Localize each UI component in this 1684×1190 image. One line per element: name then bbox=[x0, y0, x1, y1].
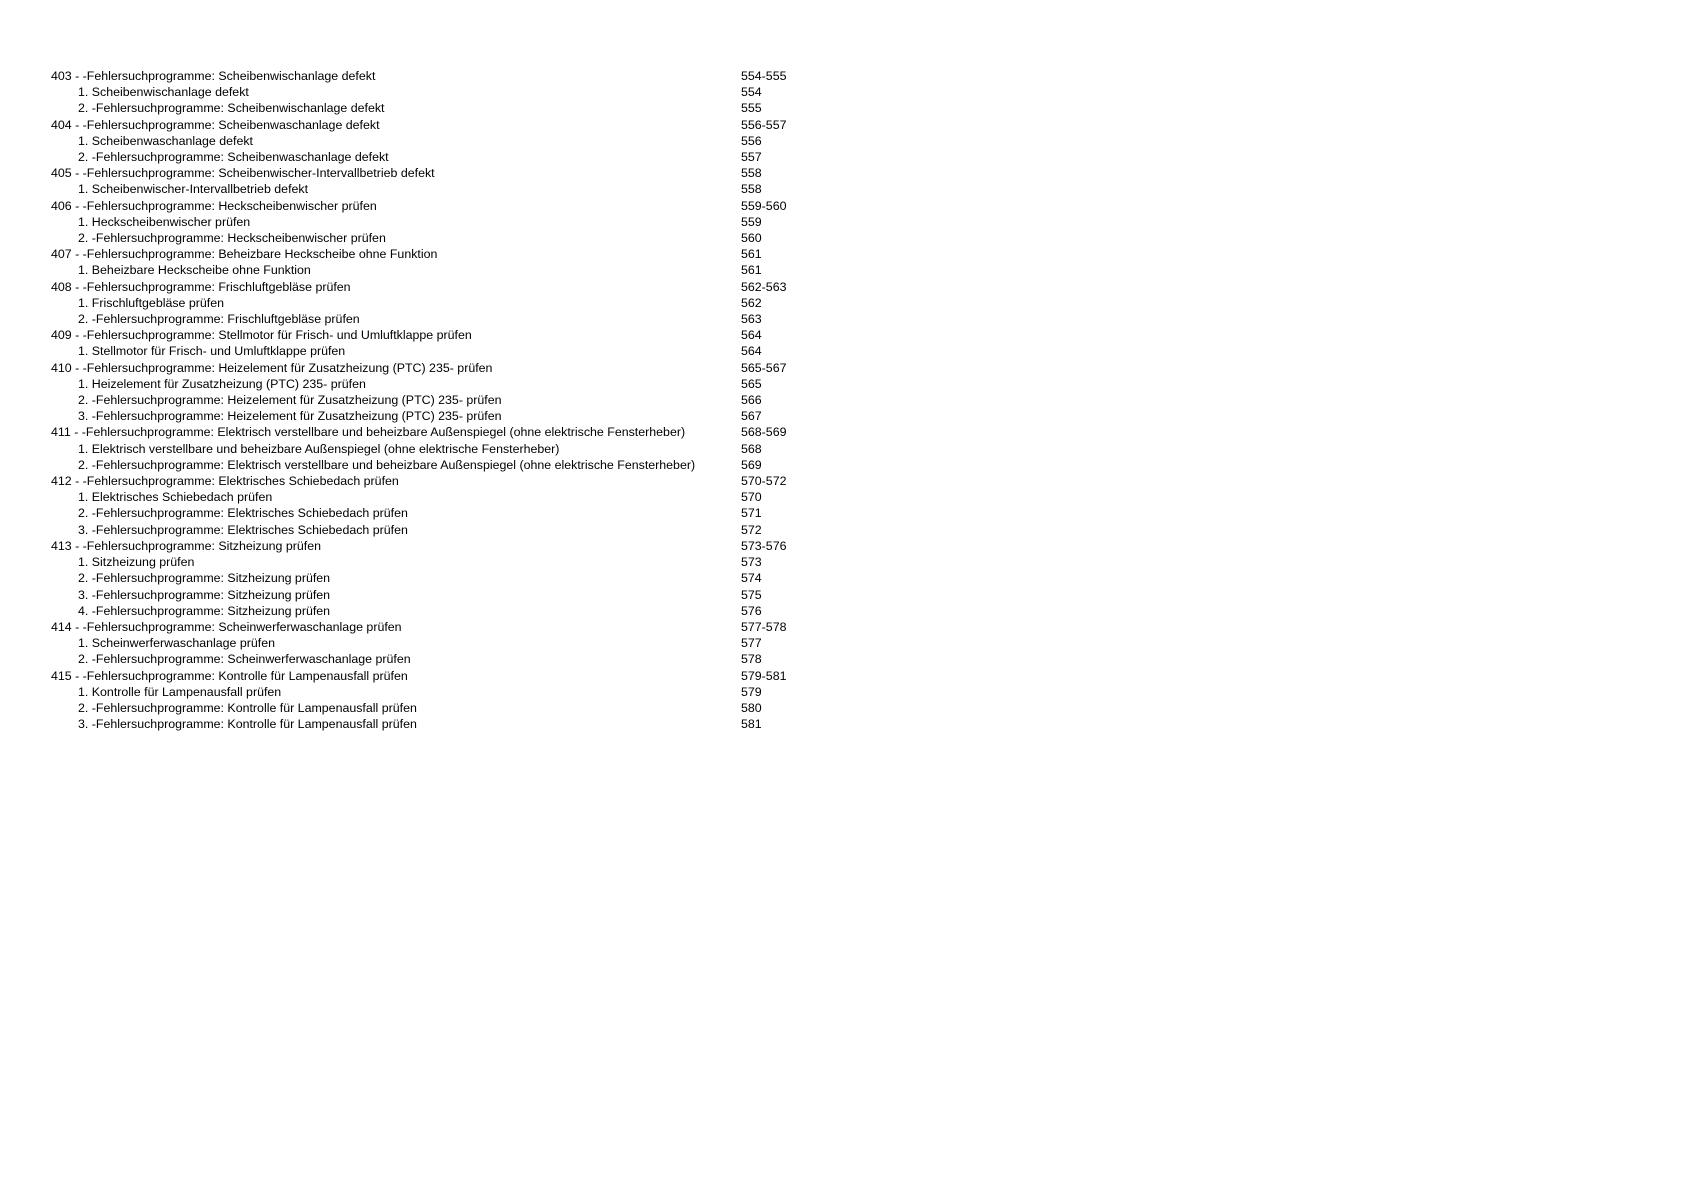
toc-entry bbox=[51, 473, 811, 489]
toc-entry-pages: 581 bbox=[741, 717, 762, 732]
toc-subentry bbox=[51, 505, 811, 521]
toc-entry-title: 1. Sitzheizung prüfen bbox=[78, 555, 195, 570]
toc-entry bbox=[51, 538, 811, 554]
toc-subentry bbox=[51, 570, 811, 586]
toc-entry bbox=[51, 117, 811, 133]
toc-entry-pages: 578 bbox=[741, 652, 762, 667]
toc-entry-pages: 562 bbox=[741, 295, 762, 310]
toc-entry-pages: 573-576 bbox=[741, 538, 787, 553]
toc-entry-title: 2. -Fehlersuchprogramme: Kontrolle für Lampenausfall prüfen bbox=[78, 700, 417, 715]
toc-entry-pages: 567 bbox=[741, 409, 762, 424]
toc-entry bbox=[51, 668, 811, 684]
toc-entry-pages: 569 bbox=[741, 457, 762, 472]
toc-entry-title: 3. -Fehlersuchprogramme: Heizelement für Zusatzheizung (PTC) 235- prüfen bbox=[78, 409, 502, 424]
toc-entry bbox=[51, 424, 811, 440]
toc-entry-title: 1. Elektrisch verstellbare und beheizbare Außenspiegel (ohne elektrische Fensterheber) bbox=[78, 441, 560, 456]
toc-subentry bbox=[51, 262, 811, 278]
toc-entry-pages: 565-567 bbox=[741, 360, 787, 375]
toc-subentry bbox=[51, 457, 811, 473]
toc-entry-pages: 561 bbox=[741, 247, 762, 262]
toc-entry-title: 3. -Fehlersuchprogramme: Sitzheizung prüfen bbox=[78, 587, 331, 602]
toc-entry-pages: 574 bbox=[741, 571, 762, 586]
toc-subentry bbox=[51, 489, 811, 505]
toc-entry-pages: 561 bbox=[741, 263, 762, 278]
toc-subentry bbox=[51, 376, 811, 392]
toc-entry-title: 2. -Fehlersuchprogramme: Scheibenwischanlage defekt bbox=[78, 101, 385, 116]
toc-entry-pages: 576 bbox=[741, 603, 762, 618]
toc-entry bbox=[51, 165, 811, 181]
toc-entry-pages: 558 bbox=[741, 182, 762, 197]
toc-subentry bbox=[51, 295, 811, 311]
table-of-contents bbox=[51, 68, 811, 732]
toc-subentry bbox=[51, 311, 811, 327]
toc-subentry bbox=[51, 603, 811, 619]
toc-entry-pages: 556 bbox=[741, 133, 762, 148]
toc-entry-pages: 577 bbox=[741, 636, 762, 651]
toc-entry-title: 406 - -Fehlersuchprogramme: Heckscheibenwischer prüfen bbox=[51, 198, 377, 213]
toc-entry-pages: 554-555 bbox=[741, 69, 787, 83]
toc-subentry bbox=[51, 554, 811, 570]
toc-subentry bbox=[51, 635, 811, 651]
toc-entry-title: 404 - -Fehlersuchprogramme: Scheibenwaschanlage defekt bbox=[51, 117, 380, 132]
toc-subentry bbox=[51, 133, 811, 149]
toc-entry-title: 410 - -Fehlersuchprogramme: Heizelement für Zusatzheizung (PTC) 235- prüfen bbox=[51, 360, 493, 375]
toc-entry-pages: 556-557 bbox=[741, 117, 787, 132]
toc-subentry bbox=[51, 84, 811, 100]
toc-entry-pages: 579-581 bbox=[741, 668, 787, 683]
toc-entry-title: 2. -Fehlersuchprogramme: Scheibenwaschanlage defekt bbox=[78, 150, 389, 165]
toc-entry-pages: 579 bbox=[741, 684, 762, 699]
toc-entry-title: 1. Scheibenwischanlage defekt bbox=[78, 85, 249, 100]
toc-entry-title: 1. Beheizbare Heckscheibe ohne Funktion bbox=[78, 263, 311, 278]
toc-subentry bbox=[51, 408, 811, 424]
toc-entry-title: 415 - -Fehlersuchprogramme: Kontrolle für Lampenausfall prüfen bbox=[51, 668, 408, 683]
toc-subentry bbox=[51, 343, 811, 359]
toc-entry-title: 405 - -Fehlersuchprogramme: Scheibenwischer-Intervallbetrieb defekt bbox=[51, 166, 435, 181]
toc-entry-title: 2. -Fehlersuchprogramme: Heckscheibenwischer prüfen bbox=[78, 231, 386, 246]
toc-entry-title: 2. -Fehlersuchprogramme: Elektrisch verstellbare und beheizbare Außenspiegel (ohne elektrische Fensterheber) bbox=[78, 457, 696, 472]
toc-subentry bbox=[51, 214, 811, 230]
toc-subentry bbox=[51, 716, 811, 732]
toc-entry-title: 3. -Fehlersuchprogramme: Kontrolle für Lampenausfall prüfen bbox=[78, 717, 417, 732]
toc-entry-title: 2. -Fehlersuchprogramme: Elektrisches Schiebedach prüfen bbox=[78, 506, 408, 521]
toc-entry-title: 2. -Fehlersuchprogramme: Sitzheizung prüfen bbox=[78, 571, 331, 586]
toc-subentry bbox=[51, 587, 811, 603]
toc-entry-pages: 557 bbox=[741, 150, 762, 165]
toc-entry-title: 1. Heizelement für Zusatzheizung (PTC) 235- prüfen bbox=[78, 376, 366, 391]
toc-entry-pages: 559 bbox=[741, 214, 762, 229]
toc-subentry bbox=[51, 651, 811, 667]
toc-entry-title: 1. Kontrolle für Lampenausfall prüfen bbox=[78, 684, 282, 699]
toc-entry-title: 1. Scheinwerferwaschanlage prüfen bbox=[78, 636, 275, 651]
toc-entry-title: 413 - -Fehlersuchprogramme: Sitzheizung prüfen bbox=[51, 538, 321, 553]
toc-entry bbox=[51, 279, 811, 295]
toc-entry-pages: 570 bbox=[741, 490, 762, 505]
toc-entry-pages: 575 bbox=[741, 587, 762, 602]
toc-entry-pages: 571 bbox=[741, 506, 762, 521]
toc-subentry bbox=[51, 149, 811, 165]
toc-subentry bbox=[51, 700, 811, 716]
toc-entry-title: 1. Scheibenwaschanlage defekt bbox=[78, 133, 253, 148]
toc-entry-pages: 559-560 bbox=[741, 198, 787, 213]
toc-entry-title: 2. -Fehlersuchprogramme: Frischluftgebläse prüfen bbox=[78, 312, 360, 327]
toc-subentry bbox=[51, 684, 811, 700]
toc-entry-title: 2. -Fehlersuchprogramme: Scheinwerferwaschanlage prüfen bbox=[78, 652, 411, 667]
toc-subentry bbox=[51, 522, 811, 538]
toc-entry-pages: 570-572 bbox=[741, 474, 787, 489]
toc-entry-title: 1. Heckscheibenwischer prüfen bbox=[78, 214, 251, 229]
toc-entry-pages: 577-578 bbox=[741, 619, 787, 634]
toc-entry bbox=[51, 68, 811, 84]
toc-entry-pages: 562-563 bbox=[741, 279, 787, 294]
toc-entry-pages: 573 bbox=[741, 555, 762, 570]
toc-entry-title: 1. Elektrisches Schiebedach prüfen bbox=[78, 490, 273, 505]
toc-entry-pages: 568-569 bbox=[741, 425, 787, 440]
toc-entry-title: 411 - -Fehlersuchprogramme: Elektrisch verstellbare und beheizbare Außenspiegel (ohne elektrische Fensterheber) bbox=[51, 425, 686, 440]
toc-subentry bbox=[51, 181, 811, 197]
toc-entry-pages: 565 bbox=[741, 376, 762, 391]
toc-entry-title: 408 - -Fehlersuchprogramme: Frischluftgebläse prüfen bbox=[51, 279, 351, 294]
toc-entry bbox=[51, 619, 811, 635]
toc-entry-title: 407 - -Fehlersuchprogramme: Beheizbare Heckscheibe ohne Funktion bbox=[51, 247, 438, 262]
toc-entry bbox=[51, 327, 811, 343]
toc-entry-title: 409 - -Fehlersuchprogramme: Stellmotor für Frisch- und Umluftklappe prüfen bbox=[51, 328, 472, 343]
toc-entry-title: 4. -Fehlersuchprogramme: Sitzheizung prüfen bbox=[78, 603, 331, 618]
toc-entry-title: 414 - -Fehlersuchprogramme: Scheinwerferwaschanlage prüfen bbox=[51, 619, 402, 634]
toc-subentry bbox=[51, 441, 811, 457]
toc-subentry bbox=[51, 100, 811, 116]
toc-entry-pages: 558 bbox=[741, 166, 762, 181]
toc-entry-pages: 568 bbox=[741, 441, 762, 456]
toc-entry-title: 412 - -Fehlersuchprogramme: Elektrisches Schiebedach prüfen bbox=[51, 474, 399, 489]
toc-entry-pages: 566 bbox=[741, 393, 762, 408]
toc-entry-title: 403 - -Fehlersuchprogramme: Scheibenwischanlage defekt bbox=[51, 69, 376, 83]
toc-entry-pages: 555 bbox=[741, 101, 762, 116]
toc-entry bbox=[51, 246, 811, 262]
toc-entry-title: 1. Stellmotor für Frisch- und Umluftklappe prüfen bbox=[78, 344, 346, 359]
toc-entry-pages: 554 bbox=[741, 85, 762, 100]
toc-entry-pages: 564 bbox=[741, 328, 762, 343]
toc-entry-title: 1. Scheibenwischer-Intervallbetrieb defekt bbox=[78, 182, 309, 197]
toc-entry-pages: 580 bbox=[741, 700, 762, 715]
toc-entry-pages: 564 bbox=[741, 344, 762, 359]
toc-entry bbox=[51, 198, 811, 214]
toc-entry-title: 2. -Fehlersuchprogramme: Heizelement für Zusatzheizung (PTC) 235- prüfen bbox=[78, 393, 502, 408]
toc-entry-pages: 572 bbox=[741, 522, 762, 537]
toc-subentry bbox=[51, 230, 811, 246]
toc-entry-title: 1. Frischluftgebläse prüfen bbox=[78, 295, 225, 310]
toc-entry-pages: 560 bbox=[741, 231, 762, 246]
toc-entry-title: 3. -Fehlersuchprogramme: Elektrisches Schiebedach prüfen bbox=[78, 522, 408, 537]
toc-entry bbox=[51, 360, 811, 376]
toc-subentry bbox=[51, 392, 811, 408]
toc-entry-pages: 563 bbox=[741, 312, 762, 327]
